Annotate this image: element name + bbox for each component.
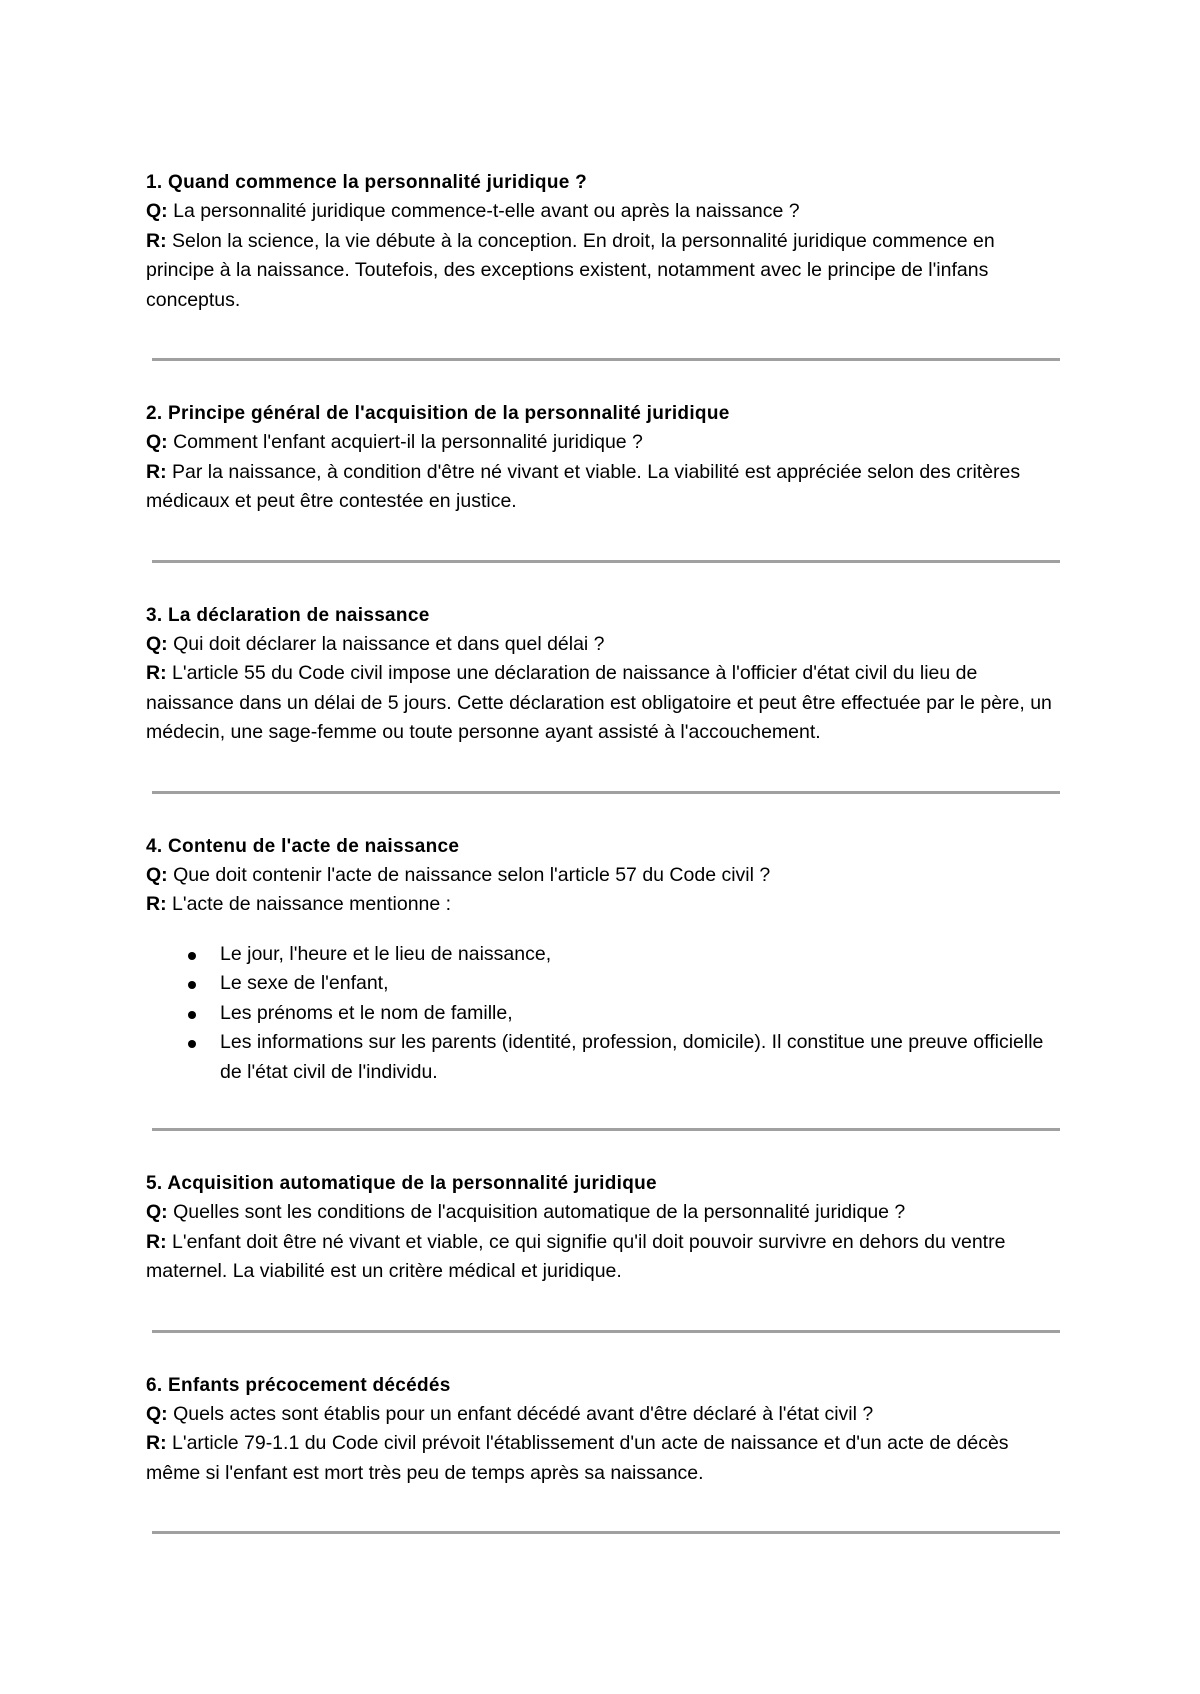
section-heading: 1. Quand commence la personnalité juridique ? bbox=[146, 172, 588, 193]
answer-text: L'acte de naissance mentionne : bbox=[172, 893, 452, 915]
question-line bbox=[146, 1198, 1066, 1228]
list-item-text: Les informations sur les parents (identité, profession, domicile). Il constitue une preuve officielle de l'état civil de l'individu. bbox=[220, 1031, 1044, 1083]
answer-text: Par la naissance, à condition d'être né vivant et viable. La viabilité est appréciée selon des critères médicaux et peut être contestée en justice. bbox=[146, 460, 1021, 512]
section-2 bbox=[146, 399, 1066, 517]
section-heading: 4. Contenu de l'acte de naissance bbox=[146, 835, 460, 857]
bullet-icon bbox=[188, 952, 196, 960]
horizontal-divider bbox=[152, 1330, 1060, 1333]
section-5 bbox=[146, 1169, 1066, 1287]
list-item bbox=[220, 969, 1066, 999]
question-line bbox=[146, 428, 1066, 458]
section-1 bbox=[146, 168, 1066, 315]
answer-line bbox=[146, 227, 1066, 316]
question-label: Q: bbox=[146, 1402, 168, 1425]
horizontal-divider bbox=[152, 1531, 1060, 1534]
section-heading: 5. Acquisition automatique de la personnalité juridique bbox=[146, 1173, 657, 1194]
bullet-list bbox=[146, 940, 1066, 1088]
section-heading: 2. Principe général de l'acquisition de la personnalité juridique bbox=[146, 403, 730, 424]
bullet-icon bbox=[188, 1011, 196, 1019]
list-item-text: Les prénoms et le nom de famille, bbox=[220, 1001, 513, 1024]
list-item bbox=[220, 940, 1066, 970]
answer-label: R: bbox=[146, 1432, 167, 1454]
question-label: Q: bbox=[146, 632, 168, 655]
answer-line bbox=[146, 1228, 1066, 1287]
horizontal-divider bbox=[152, 1128, 1060, 1131]
answer-text: L'article 55 du Code civil impose une déclaration de naissance à l'officier d'état civil du lieu de naissance dans un délai de 5 jours. Cette déclaration est obligatoire et peut être effectuée par le père, un médecin, une sage-femme ou toute personne ayant assisté à l'accouchement. bbox=[146, 662, 1052, 743]
question-text: La personnalité juridique commence-t-elle avant ou après la naissance ? bbox=[173, 200, 800, 222]
answer-label: R: bbox=[146, 1230, 167, 1253]
question-text: Que doit contenir l'acte de naissance selon l'article 57 du Code civil ? bbox=[173, 863, 771, 886]
answer-line bbox=[146, 659, 1066, 748]
answer-label: R: bbox=[146, 893, 167, 915]
answer-line bbox=[146, 890, 1066, 920]
question-line bbox=[146, 630, 1066, 660]
horizontal-divider bbox=[152, 560, 1060, 563]
question-text: Qui doit déclarer la naissance et dans quel délai ? bbox=[173, 632, 605, 655]
answer-label: R: bbox=[146, 229, 167, 252]
list-item bbox=[220, 1028, 1066, 1087]
answer-label: R: bbox=[146, 662, 167, 684]
question-text: Quels actes sont établis pour un enfant décédé avant d'être déclaré à l'état civil ? bbox=[173, 1402, 874, 1425]
question-label: Q: bbox=[146, 200, 168, 222]
section-4 bbox=[146, 832, 1066, 1088]
section-3 bbox=[146, 601, 1066, 748]
bullet-icon bbox=[188, 1040, 196, 1048]
answer-text: L'enfant doit être né vivant et viable, ce qui signifie qu'il doit pouvoir survivre en dehors du ventre maternel. La viabilité est un critère médical et juridique. bbox=[146, 1230, 1006, 1282]
question-line bbox=[146, 1400, 1066, 1430]
question-label: Q: bbox=[146, 431, 168, 453]
section-6 bbox=[146, 1371, 1066, 1489]
question-text: Comment l'enfant acquiert-il la personnalité juridique ? bbox=[173, 431, 643, 453]
list-item-text: Le sexe de l'enfant, bbox=[220, 972, 389, 994]
answer-line bbox=[146, 458, 1066, 517]
section-heading: 3. La déclaration de naissance bbox=[146, 604, 430, 626]
answer-label: R: bbox=[146, 460, 167, 483]
answer-text: Selon la science, la vie débute à la conception. En droit, la personnalité juridique commence en principe à la naissance. Toutefois, des exceptions existent, notamment avec le principe de l'infans conceptus. bbox=[146, 229, 995, 311]
horizontal-divider bbox=[152, 358, 1060, 361]
question-line bbox=[146, 861, 1066, 891]
list-item bbox=[220, 999, 1066, 1029]
answer-text: L'article 79-1.1 du Code civil prévoit l'établissement d'un acte de naissance et d'un acte de décès même si l'enfant est mort très peu de temps après sa naissance. bbox=[146, 1432, 1009, 1484]
bullet-icon bbox=[188, 981, 196, 989]
question-text: Quelles sont les conditions de l'acquisition automatique de la personnalité juridique ? bbox=[173, 1201, 906, 1223]
horizontal-divider bbox=[152, 791, 1060, 794]
list-item-text: Le jour, l'heure et le lieu de naissance, bbox=[220, 942, 552, 965]
section-heading: 6. Enfants précocement décédés bbox=[146, 1374, 451, 1396]
answer-line bbox=[146, 1429, 1066, 1488]
question-label: Q: bbox=[146, 1201, 168, 1223]
question-label: Q: bbox=[146, 863, 168, 886]
question-line bbox=[146, 197, 1066, 227]
